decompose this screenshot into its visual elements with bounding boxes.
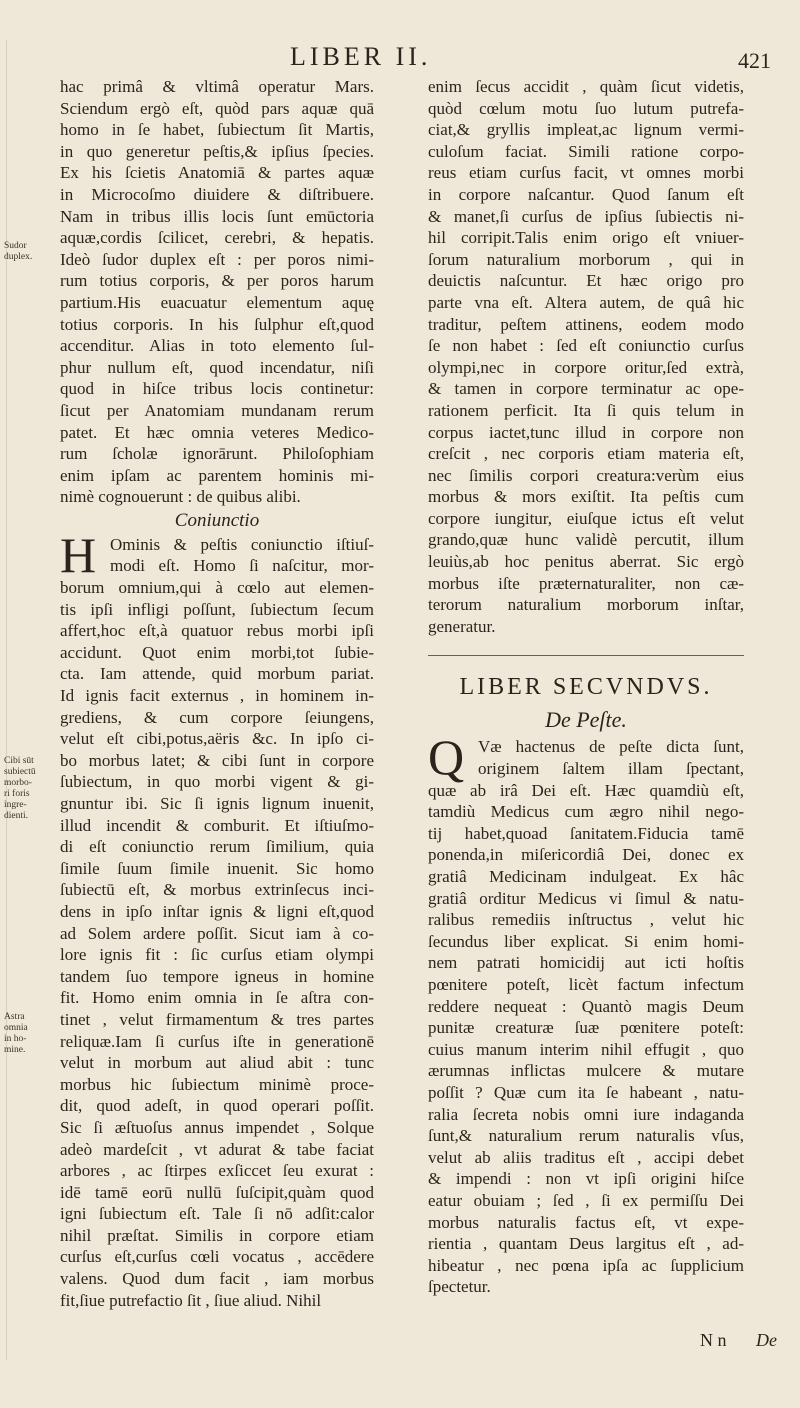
text-line: dens in ipſo inſtar ignis & ligni eſt,quod [60, 901, 374, 921]
left-column [60, 76, 374, 1311]
text-line: partium.His euacuatur elementum aquę [60, 292, 374, 312]
text-line: gratiâ Medicinam indulgeat. Ex hâc [428, 867, 744, 886]
page-header [0, 42, 800, 74]
text-line: ad Solem ardere poſſit. Sicut iam à co- [60, 923, 374, 943]
margin-note-line: Astra [4, 1012, 25, 1022]
text-line: arbores , ac ſtirpes exſiccet ſeu exurat : [60, 1161, 374, 1181]
text-line: morbus & mors exiſtit. Ita peſtis cum [428, 487, 744, 507]
text-line: accenditur. Alias in toto elemento ſul- [60, 336, 374, 356]
text-line: grando,quæ hunc validè percutit, illum [428, 530, 744, 550]
gutter-shadow [6, 40, 7, 1360]
text-line: hil corripit.Talis enim origo eſt vniuer- [428, 228, 744, 248]
text-line: morbus iſte præternaturaliter, non cæ- [428, 573, 744, 593]
text-line: gnuntur ibi. Sic ſi ignis lignum inuenit, [60, 794, 374, 813]
text-line: hac primâ & vltimâ operatur Mars. [60, 77, 374, 96]
text-line: corpus iactet,tunc illud in corpore non [428, 422, 744, 442]
text-line: di eſt coniunctio rerum ſimilium, quia [60, 837, 374, 857]
right-paragraph-1 [428, 76, 744, 637]
margin-note-line: ri foris [4, 789, 30, 799]
text-line: tamdiù Medicus cum ægro nihil nego- [428, 802, 744, 822]
text-line: bo morbus latet; & cibi ſunt in corpore [60, 750, 374, 770]
text-line: rum totius corporis, & per poros harum [60, 271, 374, 291]
book-subtitle: De Peſte. [545, 707, 627, 733]
margin-note-astra [4, 1012, 42, 1056]
text-line: tandem ſuo tempore igneus in homine [60, 966, 374, 986]
text-line: tij habet,quoad ſanitatem.Fiducia tamē [428, 823, 744, 843]
margin-note-line: morbo- [4, 778, 32, 788]
text-line: phur nullum eſt, quod incendatur, niſi [60, 357, 374, 377]
text-line: rientia , quantam Deus largitus eſt , ad- [428, 1234, 744, 1254]
right-paragraph-2 [428, 729, 744, 1297]
text-line: & impendi : non vt ipſi origini hiſce [428, 1169, 744, 1189]
signature-mark: N n [700, 1330, 727, 1350]
text-line: ſpectetur. [428, 1277, 491, 1297]
text-line: accidunt. Quot enim morbi,tot ſubie- [60, 642, 374, 662]
text-line: eatur obuiam ; ſed , ſi ex permiſſu Dei [428, 1190, 744, 1210]
text-line: nem patrati homicidij aut icti hoſtis [428, 953, 744, 973]
text-line: aquæ,cordis ſcilicet, cerebri, & hepatis. [60, 228, 374, 248]
text-line: modi eſt. Homo ſi naſcitur, mor- [110, 556, 374, 576]
text-line: ſunt,& naturalium rerum naturalis vſus, [428, 1126, 744, 1146]
text-line: fit,ſiue putrefactio ſit , ſiue aliud. Nihil [60, 1290, 322, 1310]
text-line: Nam in tribus illis locis ſunt emūctoria [60, 206, 374, 226]
text-line: velut ab aliis traditus eſt , accipi debet [428, 1147, 744, 1167]
text-line: grediens, & cum corpore ſeiungens, [60, 707, 374, 727]
text-line: & manet,ſi curſus de ipſius ſubiectis ni- [428, 206, 744, 226]
left-paragraph-2-body [60, 577, 374, 1311]
text-line: velut in morbum aut aliud abit : tunc [60, 1053, 374, 1073]
text-line: reliquæ.Iam ſi curſus iſte in generationē [60, 1031, 374, 1051]
text-line: Id ignis facit externus , in hominem in- [60, 686, 374, 706]
text-line: ærumnas inflictas mulcere & mutare [428, 1061, 744, 1081]
text-line: rationem perficit. Ita ſi quis telum in [428, 400, 744, 420]
text-line: adeò mardeſcit , vt adurat & tabe faciat [60, 1139, 374, 1159]
section-subhead: Coniunctio [174, 509, 260, 531]
margin-note-line: Cibi sūt [4, 756, 34, 766]
text-line: ponenda,in miſericordiâ Dei, donec ex [428, 845, 744, 865]
text-line: tis ipſi infligi poſſunt, ſubiectum ſecum [60, 599, 374, 619]
text-line: quod in hiſce tribus locis continetur: [60, 379, 374, 399]
text-line: Væ hactenus de peſte dicta ſunt, [478, 737, 744, 757]
text-line: parte vna eſt. Altera autem, de quâ hic [428, 292, 744, 312]
text-line: in quo generetur peſtis,& ipſius ſpecies. [60, 141, 374, 161]
catchword: De [756, 1330, 777, 1350]
text-line: reddere nequeat : Quantò magis Deum [428, 996, 744, 1016]
text-line: morbus hic ſubiectum minimè proce- [60, 1074, 374, 1094]
book-title: LIBER SECVNDVS. [459, 674, 713, 701]
text-line: Ex his ſcietis Anatomiā & partes aquæ [60, 163, 374, 183]
text-line: ſecundus liber explicat. Si enim homi- [428, 931, 744, 951]
text-line: Sciendum ergò eſt, quòd pars aquæ quā [60, 98, 374, 118]
text-line: quæ ab irâ Dei eſt. Hæc quamdiù eſt, [428, 780, 744, 800]
text-line: originem ſaltem illam ſpectant, [478, 759, 744, 779]
text-line: culoſum faciat. Simili ratione corpo- [428, 141, 744, 161]
section-rule [428, 655, 744, 656]
page-number: 421 [738, 48, 771, 73]
text-line: cuius manum interim nihil effugit , quo [428, 1039, 744, 1059]
text-line: illud incendit & comburit. Et iſtiuſmo- [60, 815, 374, 835]
text-line: igni ſubiectum eſt. Tale ſi nō adſit:calor [60, 1204, 374, 1224]
text-line: idē tamē eorū nullū ſuſcipit,quàm quod [60, 1182, 374, 1202]
text-line: rum ſcholæ ignorārunt. Philoſophiam [60, 444, 374, 464]
margin-note-line: dienti. [4, 811, 29, 821]
text-line: totius corporis. In his ſulphur eſt,quod [60, 314, 374, 334]
text-line: Ominis & peſtis coniunctio iſtiuſ- [110, 534, 374, 554]
margin-note-line: duplex. [4, 252, 33, 262]
text-line: cta. Iam attende, quid morbum pariat. [60, 664, 374, 684]
text-line: gratiâ orditur Medicus vi ſimul & natu- [428, 888, 744, 908]
text-line: lore ignis fit : ſic curſus etiam olympi [60, 945, 374, 965]
margin-note-line: Sudor [4, 241, 27, 251]
margin-note-line: in ho- [4, 1034, 27, 1044]
margin-note-line: subiectū [4, 767, 36, 777]
text-line: ſicut per Anatomiam mundanam rerum [60, 400, 374, 420]
text-line: Sic ſi æſtuoſus annus impendet , Solque [60, 1117, 374, 1137]
text-line: morbus naturalis factus eſt, vt expe- [428, 1212, 744, 1232]
text-line: enim ipſam ac parentem hominis mi- [60, 465, 374, 485]
text-line: ralibus remediis inſtructus , velut hic [428, 910, 744, 930]
margin-note-line: mine. [4, 1045, 26, 1055]
margin-note-cibi [4, 756, 42, 822]
text-line: curſus eſt,curſus cœli vocatus , accēdere [60, 1247, 374, 1267]
text-line: ſimile ſuum ſimile inuenit. Sic homo [60, 858, 374, 878]
text-line: Ideò ſudor duplex eſt : per poros nimi- [60, 249, 374, 269]
text-line: ralia ſecreta nobis omni iure indaganda [428, 1104, 744, 1124]
right-column [428, 76, 744, 1298]
text-line: pœnitere poteſt, licèt factum infectum [428, 974, 744, 994]
text-line: ciat,& gryllis impleat,ac lignum vermi- [428, 120, 744, 140]
margin-note-sudor [4, 241, 42, 263]
text-line: creſcit , nec corporis etiam materia eſt, [428, 444, 744, 464]
text-line: ſubiectū eſt, & morbus extrinſecus inci- [60, 880, 374, 900]
text-line: leuiùs,ab hoc penitus aberrat. Sic ergò [428, 552, 744, 572]
text-line: nimè cognouerunt : de quibus alibi. [60, 487, 301, 507]
text-line: borum omnium,qui à cœlo aut elemen- [60, 578, 374, 598]
text-line: valens. Quod dum facit , iam morbus [60, 1269, 374, 1289]
right-paragraph-2-body [428, 780, 744, 1298]
text-line: olympi,nec in corpore oritur,ſed extrà, [428, 357, 744, 377]
text-line: fit. Homo enim omnia in ſe aſtra con- [60, 988, 374, 1008]
text-line: quòd cœlum motu ſuo lutum putrefa- [428, 98, 744, 118]
text-line: ſe non habet : ſed eſt coniunctio curſus [428, 336, 744, 356]
margin-note-line: ingre- [4, 800, 27, 810]
text-line: reus etiam curſus facit, vt omnes morbi [428, 163, 744, 183]
text-line: generatur. [428, 616, 496, 636]
text-line: dit, quod adeſt, in quod operari poſſit. [60, 1096, 374, 1116]
text-line: in Microcoſmo diuidere & diſtribuere. [60, 184, 374, 204]
text-line: poſſit ? Quæ cum ita ſe habeant , natu- [428, 1082, 744, 1102]
text-line: deuictis naſcuntur. Et hæc origo pro [428, 271, 744, 291]
text-line: affert,hoc eſt,à quatuor rebus morbi ipſi [60, 621, 374, 641]
text-line: nec ſimilis corpori creatura:verùm eius [428, 465, 744, 485]
drop-cap: H [60, 526, 97, 583]
left-paragraph-1 [60, 76, 374, 508]
text-line: enim ſecus accidit , quàm ſicut videtis, [428, 77, 744, 96]
text-line: hibeatur , nec pœna ipſa ac ſupplicium [428, 1255, 744, 1275]
text-line: ſorum naturalium morborum , qui in [428, 249, 744, 269]
margin-note-line: omnia [4, 1023, 28, 1033]
text-line: ſubiectum, in quo morbi vigent & gi- [60, 772, 374, 792]
drop-cap: Q [428, 729, 465, 786]
text-line: homo in ſe habet, ſubiectum ſit Martis, [60, 120, 374, 140]
text-line: velut eſt cibi,potus,aëris &c. In ipſo ci- [60, 729, 374, 749]
catchword-row [700, 1330, 780, 1354]
text-line: & tamen in corpore terminatur ac ope- [428, 379, 744, 399]
text-line: nihil præſtat. Similis in corpore etiam [60, 1225, 374, 1245]
text-line: traditur, peſtem attinens, eodem modo [428, 314, 744, 334]
text-line: punitæ creaturæ ſuæ pœnitere poteſt: [428, 1018, 744, 1038]
text-line: terorum naturalium morborum inſtar, [428, 595, 744, 615]
text-line: in corpore naſcantur. Quod ſanum eſt [428, 184, 744, 204]
left-paragraph-2 [60, 526, 374, 1311]
text-line: patet. Et hæc omnia veteres Medico- [60, 422, 374, 442]
text-line: corpore iungitur, eiuſque ictus eſt velut [428, 508, 744, 528]
text-line: tinet , velut firmamentum & tres partes [60, 1009, 374, 1029]
running-head: LIBER II. [290, 42, 432, 71]
